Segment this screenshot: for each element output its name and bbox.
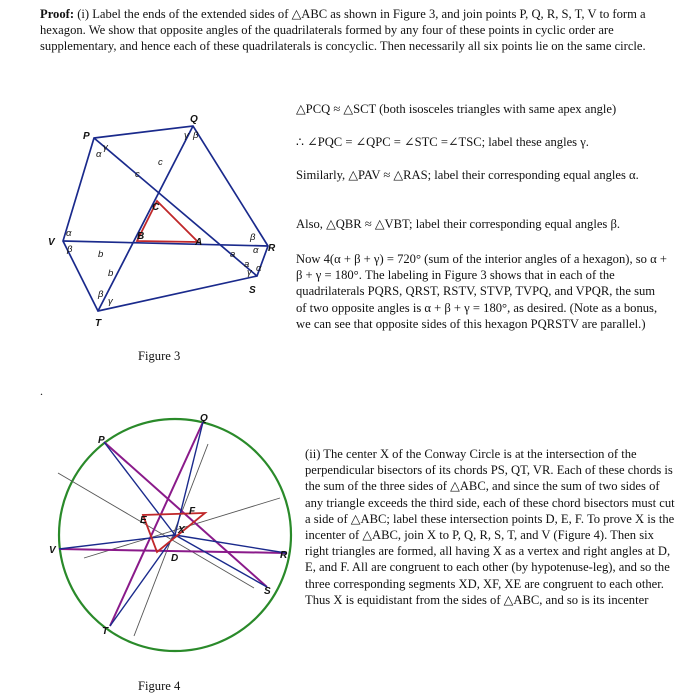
statement-conway-center: (ii) The center X of the Conway Circle is at the intersection of the perpendicular bisectors of its chords PS, QT, VR. Each of these chords is the sum of the three sides of △ABC, and since the sum of two sides of any triangle exceeds the third side, each of these chord bisectors must cut a side of △ABC; label these intersection points D, E, F. To prove X is the incenter of △ABC, join X to P, Q, R, S, T, and V (Figure 4). Then six right triangles are formed, all having X as a vertex and right angles at D, E, and F. All are congruent to each other (by hypotenuse-leg), and so the three corresponding segments XD, XF, XE are congruent to each other. Thus X is equidistant from the sides of △ABC, and so is its incenter xyxy=(305,447,675,607)
fig3-side-a1: a xyxy=(230,249,236,260)
fig3-label-r: R xyxy=(268,243,276,254)
fig3-label-b: B xyxy=(137,231,145,242)
fig3-angle-s-alpha: α xyxy=(256,263,262,274)
fig4-label-s: S xyxy=(264,586,271,597)
fig3-side-c2: c xyxy=(158,157,163,168)
triangle-abc xyxy=(137,201,198,242)
fig3-side-c1: c xyxy=(135,169,140,180)
fig4-label-r: R xyxy=(280,550,288,561)
chord-qt xyxy=(110,422,203,626)
statement-beta: Also, △QBR ≈ △VBT; label their corresponding equal angles β. xyxy=(296,217,621,231)
fig3-side-a2: a xyxy=(244,259,250,270)
fig3-angle-q-gamma: γ xyxy=(184,130,189,141)
fig3-side-b1: b xyxy=(98,249,104,260)
fig3-label-t: T xyxy=(95,318,102,329)
statement-hexagon-sum: Now 4(α + β + γ) = 720° (sum of the interior angles of a hexagon), so α + β + γ = 180°. The labeling in Figure 3 shows that in each of the quadrilaterals PQRS, QRST, RSTV, STVP, TVPQ, and VPQR, the sum of two opposite angles is α + β + γ = 180°, as desired. (Note as a bonus, we can see that opposite sides of this hexagon PQRSTV are parallel.) xyxy=(296,252,667,331)
separator-dot: . xyxy=(40,384,43,398)
fig3-label-q: Q xyxy=(190,114,198,125)
fig3-angle-s-gamma: γ xyxy=(247,267,252,278)
fig4-label-t: T xyxy=(102,626,109,637)
statement-alpha: Similarly, △PAV ≈ △RAS; label their corresponding equal angles α. xyxy=(296,168,639,182)
fig3-side-b2: b xyxy=(108,268,114,279)
fig4-label-f: F xyxy=(189,506,196,517)
fig4-label-q: Q xyxy=(200,413,208,424)
fig3-angle-t-beta: β xyxy=(98,289,104,300)
triangle-abc-outline xyxy=(137,201,198,242)
statement-gamma: ∴ ∠PQC = ∠QPC = ∠STC =∠TSC; label these angles γ. xyxy=(296,135,589,149)
fig3-angle-r-alpha: α xyxy=(253,245,259,256)
xt xyxy=(110,535,175,626)
proof-label: Proof: xyxy=(40,7,75,21)
fig4-label-x: X xyxy=(178,525,185,536)
figure-3-diagram xyxy=(40,105,290,335)
fig3-angle-p-alpha: α xyxy=(96,149,102,160)
figure-4-diagram xyxy=(40,410,295,665)
fig3-angle-q-beta: β xyxy=(193,130,199,141)
fig3-angle-r-beta: β xyxy=(250,232,256,243)
fig3-angle-v-alpha: α xyxy=(66,228,72,239)
fig3-label-v: V xyxy=(48,237,55,248)
fig4-label-e: E xyxy=(140,515,147,526)
fig3-label-c: C xyxy=(152,202,160,213)
statement-pcq-sct: △PCQ ≈ △SCT (both isosceles triangles with same apex angle) xyxy=(296,102,617,116)
fig4-label-d: D xyxy=(171,553,179,564)
hexagon-pqrstv xyxy=(63,126,268,311)
proof-intro xyxy=(40,6,665,55)
fig3-label-p: P xyxy=(83,131,90,142)
figure-3-caption: Figure 3 xyxy=(138,349,181,363)
fig4-label-p: P xyxy=(98,435,105,446)
fig3-angle-t-gamma: γ xyxy=(108,296,113,307)
fig3-angle-p-gamma: γ xyxy=(103,142,108,153)
fig3-label-a: A xyxy=(195,237,203,248)
proof-intro-text: (i) Label the ends of the extended sides of △ABC as shown in Figure 3, and join points P, Q, R, S, T, V to form a hexagon. We show that opposite angles of the quadrilaterals formed by any four of these points in cyclic order are supplementary, and hence each of these quadrilaterals is concyclic. Then necessarily all six points lie on the same circle. xyxy=(40,7,646,54)
perpendicular-bisectors xyxy=(58,444,280,636)
hexagon-outline xyxy=(63,126,268,311)
bisector-1 xyxy=(58,473,254,588)
fig4-label-v: V xyxy=(49,545,56,556)
fig3-angle-v-beta: β xyxy=(67,244,73,255)
figure-4-caption: Figure 4 xyxy=(138,679,181,693)
fig3-label-s: S xyxy=(249,285,256,296)
xv xyxy=(59,535,175,549)
